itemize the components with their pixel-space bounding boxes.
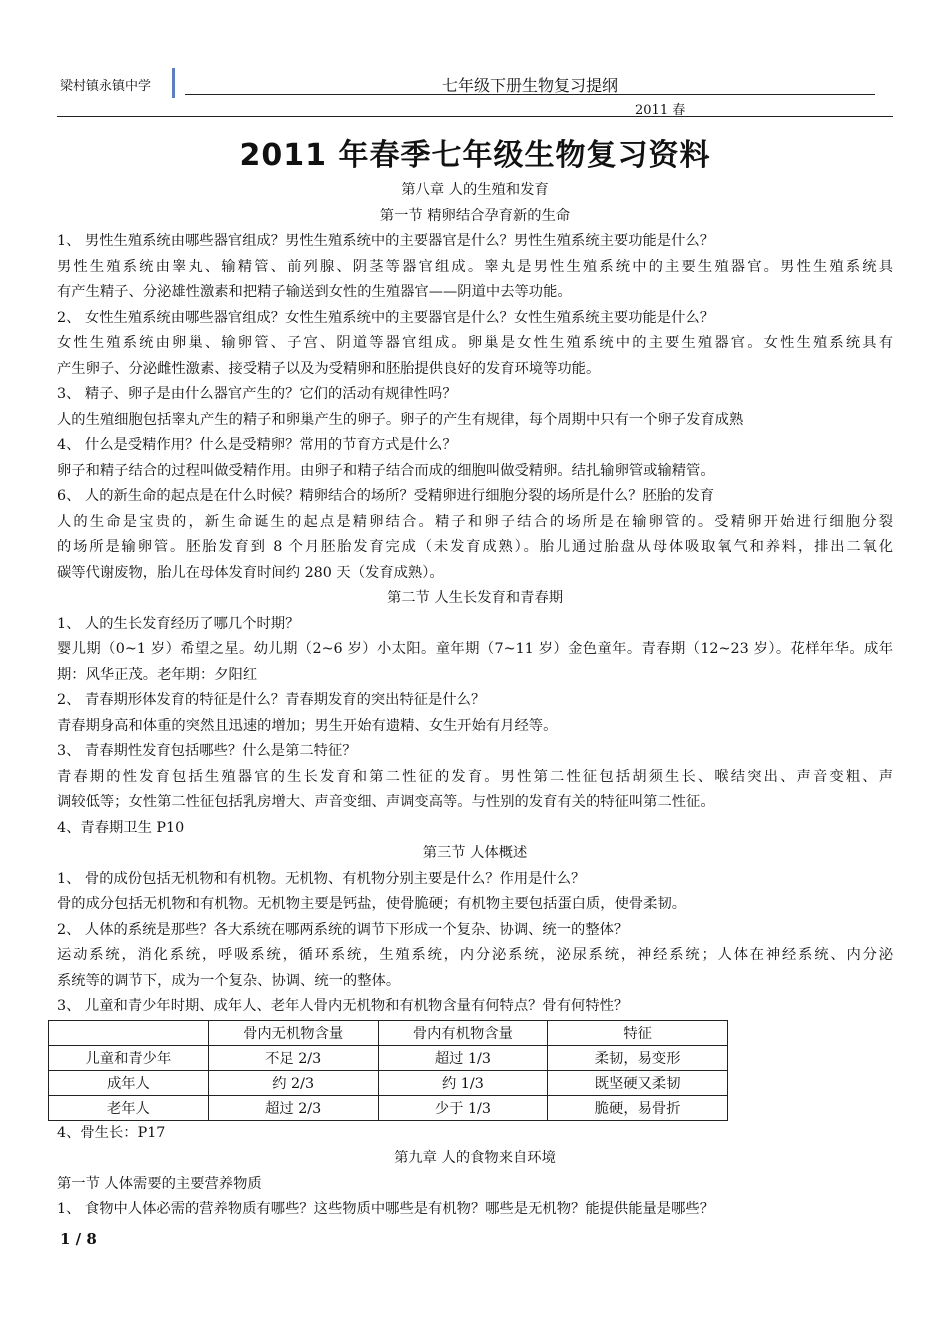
bone-composition-table [48, 1020, 728, 1121]
document-body [57, 178, 893, 1223]
header-accent-bar [172, 68, 175, 98]
answer-line: 系统等的调节下，成为一个复杂、协调、统一的整体。 [57, 972, 401, 989]
table-cell: 约 2/3 [208, 1070, 378, 1095]
answer-line: 青春期的性发育包括生殖器官的生长发育和第二性征的发育。男性第二性征包括胡须生长、喉结突出、声音变粗、声 [57, 768, 893, 785]
table-cell: 成年人 [49, 1070, 209, 1095]
table-row [49, 1045, 728, 1070]
table-header-cell: 特征 [548, 1020, 728, 1045]
header-school: 梁村镇永镇中学 [60, 79, 152, 94]
question-line: 1、 食物中人体必需的营养物质有哪些？这些物质中哪些是有机物？哪些是无机物？能提供能量是哪些？ [57, 1201, 714, 1217]
table-header-cell: 骨内无机物含量 [208, 1020, 378, 1045]
section-heading: 第一节 精卵结合孕育新的生命 [379, 207, 571, 224]
question-line: 2、 青春期形体发育的特征是什么？青春期发育的突出特征是什么？ [57, 692, 486, 708]
answer-line: 产生卵子、分泌雌性激素、接受精子以及为受精卵和胚胎提供良好的发育环境等功能。 [57, 360, 601, 377]
question-line: 4、 什么是受精作用？什么是受精卵？常用的节育方式是什么？ [57, 437, 457, 453]
table-cell: 少于 1/3 [378, 1095, 548, 1120]
answer-line: 人的生命是宝贵的，新生命诞生的起点是精卵结合。精子和卵子结合的场所是在输卵管的。受精卵开始进行细胞分裂 [57, 513, 893, 530]
answer-line: 青春期身高和体重的突然且迅速的增加；男生开始有遗精、女生开始有月经等。 [57, 717, 558, 734]
document-title: 2011 年春季七年级生物复习资料 [239, 138, 711, 173]
question-line: 2、 女性生殖系统由哪些器官组成？女性生殖系统中的主要器官是什么？女性生殖系统主要功能是什么？ [57, 309, 714, 326]
header-title: 七年级下册生物复习提纲 [441, 76, 618, 95]
question-line: 2、 人体的系统是那些？各大系统在哪两系统的调节下形成一个复杂、协调、统一的整体？ [57, 921, 629, 938]
answer-line: 女性生殖系统由卵巢、输卵管、子宫、阴道等器官组成。卵巢是女性生殖系统中的主要生殖器官。女性生殖系统具有 [57, 335, 893, 351]
table-cell: 脆硬，易骨折 [548, 1095, 728, 1120]
header-divider [57, 116, 893, 117]
answer-line: 4、骨生长：P17 [57, 1124, 166, 1141]
answer-line: 碳等代谢废物，胎儿在母体发育时间约 280 天（发育成熟）。 [57, 564, 444, 581]
question-line: 3、 青春期性发育包括哪些？什么是第二特征？ [57, 743, 357, 759]
table-row [49, 1095, 728, 1120]
answer-line: 卵子和精子结合的过程叫做受精作用。由卵子和精子结合而成的细胞叫做受精卵。结扎输卵管或输精管。 [57, 462, 715, 479]
answer-line: 婴儿期（0~1 岁）希望之星。幼儿期（2~6 岁）小太阳。童年期（7~11 岁）金色童年。青春期（12~23 岁）。花样年华。成年 [57, 641, 893, 657]
answer-line: 期：风华正茂。老年期：夕阳红 [57, 666, 258, 683]
answer-line: 运动系统，消化系统，呼吸系统，循环系统，生殖系统，内分泌系统，泌尿系统，神经系统；人体在神经系统、内分泌 [57, 947, 893, 963]
table-cell: 儿童和青少年 [49, 1045, 209, 1070]
answer-line: 的场所是输卵管。胚胎发育到 8 个月胚胎发育完成（未发育成熟）。胎儿通过胎盘从母体吸取氧气和养料，排出二氧化 [57, 539, 893, 555]
question-line: 3、 精子、卵子是由什么器官产生的？它们的活动有规律性吗？ [57, 386, 457, 402]
table-cell: 超过 1/3 [378, 1045, 548, 1070]
section-heading: 第八章 人的生殖和发育 [401, 182, 549, 198]
answer-line: 调较低等；女性第二性征包括乳房增大、声音变细、声调变高等。与性别的发育有关的特征叫第二性征。 [57, 794, 715, 810]
table-header-cell [49, 1020, 209, 1045]
page-number: 1 / 8 [60, 1230, 97, 1248]
table-header-row [49, 1020, 728, 1045]
header-rule [185, 94, 875, 95]
answer-line: 有产生精子、分泌雄性激素和把精子输送到女性的生殖器官——阴道中去等功能。 [57, 284, 572, 300]
table-cell: 既坚硬又柔韧 [548, 1070, 728, 1095]
question-line: 6、 人的新生命的起点是在什么时候？精卵结合的场所？受精卵进行细胞分裂的场所是什么？胚胎的发育 [57, 488, 714, 504]
table-cell: 超过 2/3 [208, 1095, 378, 1120]
answer-line: 骨的成分包括无机物和有机物。无机物主要是钙盐，使骨脆硬；有机物主要包括蛋白质，使骨柔韧。 [57, 896, 687, 912]
table-cell: 柔韧，易变形 [548, 1045, 728, 1070]
header-term: 2011 春 [635, 103, 686, 118]
question-line: 1、 男性生殖系统由哪些器官组成？男性生殖系统中的主要器官是什么？男性生殖系统主要功能是什么？ [57, 233, 714, 249]
table-cell: 约 1/3 [378, 1070, 548, 1095]
section-heading: 第九章 人的食物来自环境 [394, 1150, 556, 1166]
answer-line: 人的生殖细胞包括睾丸产生的精子和卵巢产生的卵子。卵子的产生有规律，每个周期中只有一个卵子发育成熟 [57, 411, 744, 428]
table-row [49, 1070, 728, 1095]
section-heading: 第二节 人生长发育和青春期 [386, 590, 564, 606]
table-cell: 老年人 [49, 1095, 209, 1120]
table-header-cell: 骨内有机物含量 [378, 1020, 548, 1045]
answer-line: 男性生殖系统由睾丸、输精管、前列腺、阴茎等器官组成。睾丸是男性生殖系统中的主要生殖器官。男性生殖系统具 [57, 258, 893, 275]
table-cell: 不足 2/3 [208, 1045, 378, 1070]
answer-line: 第一节 人体需要的主要营养物质 [57, 1175, 262, 1192]
question-line: 3、 儿童和青少年时期、成年人、老年人骨内无机物和有机物含量有何特点？骨有何特性？ [57, 998, 629, 1014]
section-heading: 第三节 人体概述 [422, 845, 528, 861]
answer-line: 4、青春期卫生 P10 [57, 819, 185, 836]
question-line: 1、 骨的成份包括无机物和有机物。无机物、有机物分别主要是什么？作用是什么？ [57, 870, 586, 887]
question-line: 1、 人的生长发育经历了哪几个时期？ [57, 615, 300, 632]
